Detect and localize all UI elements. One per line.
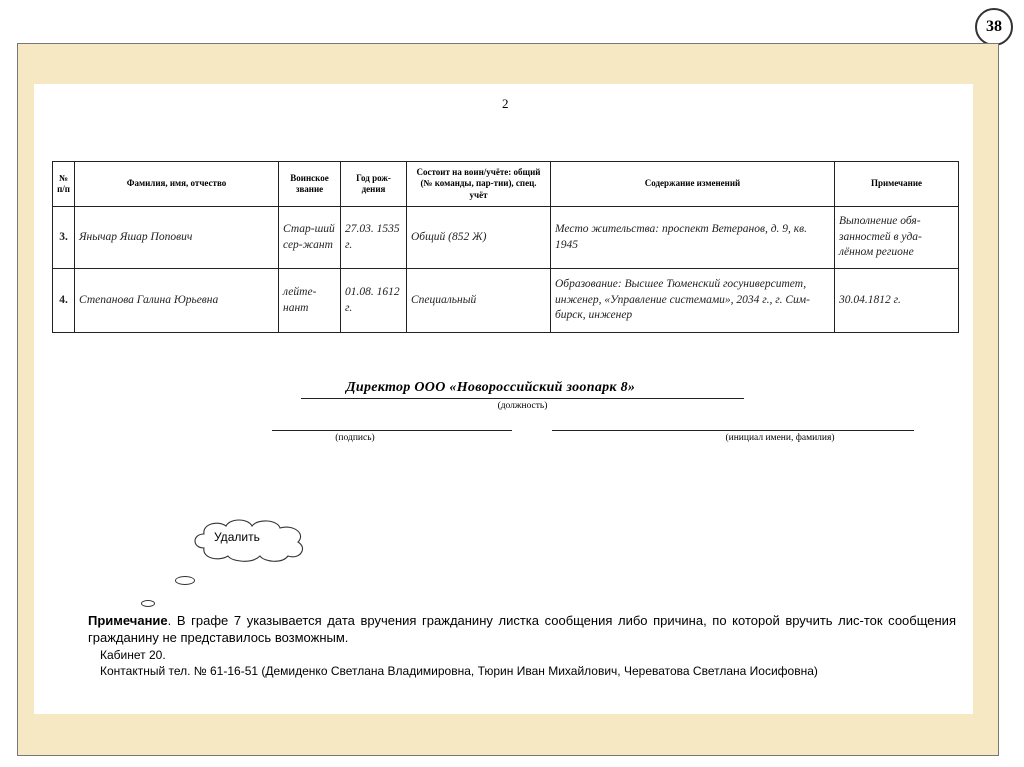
row-rank: Стар-ший сер-жант xyxy=(279,207,341,269)
header-number: № п/п xyxy=(53,162,75,207)
office-number: Кабинет 20. xyxy=(100,648,166,662)
row-note: 30.04.1812 г. xyxy=(835,269,959,333)
signature-caption: (подпись) xyxy=(335,433,375,443)
table-row xyxy=(53,207,959,269)
signature-line xyxy=(272,430,512,431)
row-birth: 27.03. 1535 г. xyxy=(341,207,407,269)
table-header-row xyxy=(53,162,959,207)
row-rank: лейте-нант xyxy=(279,269,341,333)
row-registration: Специальный xyxy=(407,269,551,333)
row-number: 4. xyxy=(53,269,75,333)
footnote-label: Примечание xyxy=(88,613,168,628)
header-full-name: Фамилия, имя, отчество xyxy=(75,162,279,207)
row-note: Выполнение обя-занностей в уда-лённом регионе xyxy=(835,207,959,269)
callout-bubble xyxy=(141,600,155,607)
row-registration: Общий (852 Ж) xyxy=(407,207,551,269)
changes-table xyxy=(52,161,959,333)
row-changes: Место жительства: проспект Ветеранов, д. 9, кв. 1945 xyxy=(551,207,835,269)
page-number: 2 xyxy=(502,96,509,111)
contact-info: Контактный тел. № 61-16-51 (Демиденко Светлана Владимировна, Тюрин Иван Михайлович, Череватова Светлана Иосифовна) xyxy=(100,664,818,678)
name-line xyxy=(552,430,914,431)
name-caption: (инициал имени, фамилия) xyxy=(725,433,835,443)
row-name: Янычар Яшар Попович xyxy=(75,207,279,269)
row-number: 3. xyxy=(53,207,75,269)
row-changes: Образование: Высшее Тюменский госуниверситет, инженер, «Управление системами», 2034 г., г. Сим-бирск, инженер xyxy=(551,269,835,333)
row-name: Степанова Галина Юрьевна xyxy=(75,269,279,333)
slide-number-badge: 38 xyxy=(975,8,1013,46)
table-row xyxy=(53,269,959,333)
header-registration: Состоит на воин/учёте: общий (№ команды, пар-тии), спец. учёт xyxy=(407,162,551,207)
footnote-text: . В графе 7 указывается дата вручения гражданину листка сообщения либо причина, по которой вручить лис-ток сообщения гражданину не представилось возможным. xyxy=(88,613,956,645)
callout-bubble xyxy=(175,576,195,585)
row-birth: 01.08. 1612 г. xyxy=(341,269,407,333)
position-line xyxy=(301,398,744,399)
footnote xyxy=(88,612,956,646)
header-changes: Содержание изменений xyxy=(551,162,835,207)
position-value: Директор ООО «Новороссийский зоопарк 8» xyxy=(346,380,636,395)
header-birth-year: Год рож-дения xyxy=(341,162,407,207)
position-caption: (должность) xyxy=(497,401,548,411)
callout-label[interactable]: Удалить xyxy=(214,530,260,544)
header-rank: Воинское звание xyxy=(279,162,341,207)
header-note: Примечание xyxy=(835,162,959,207)
